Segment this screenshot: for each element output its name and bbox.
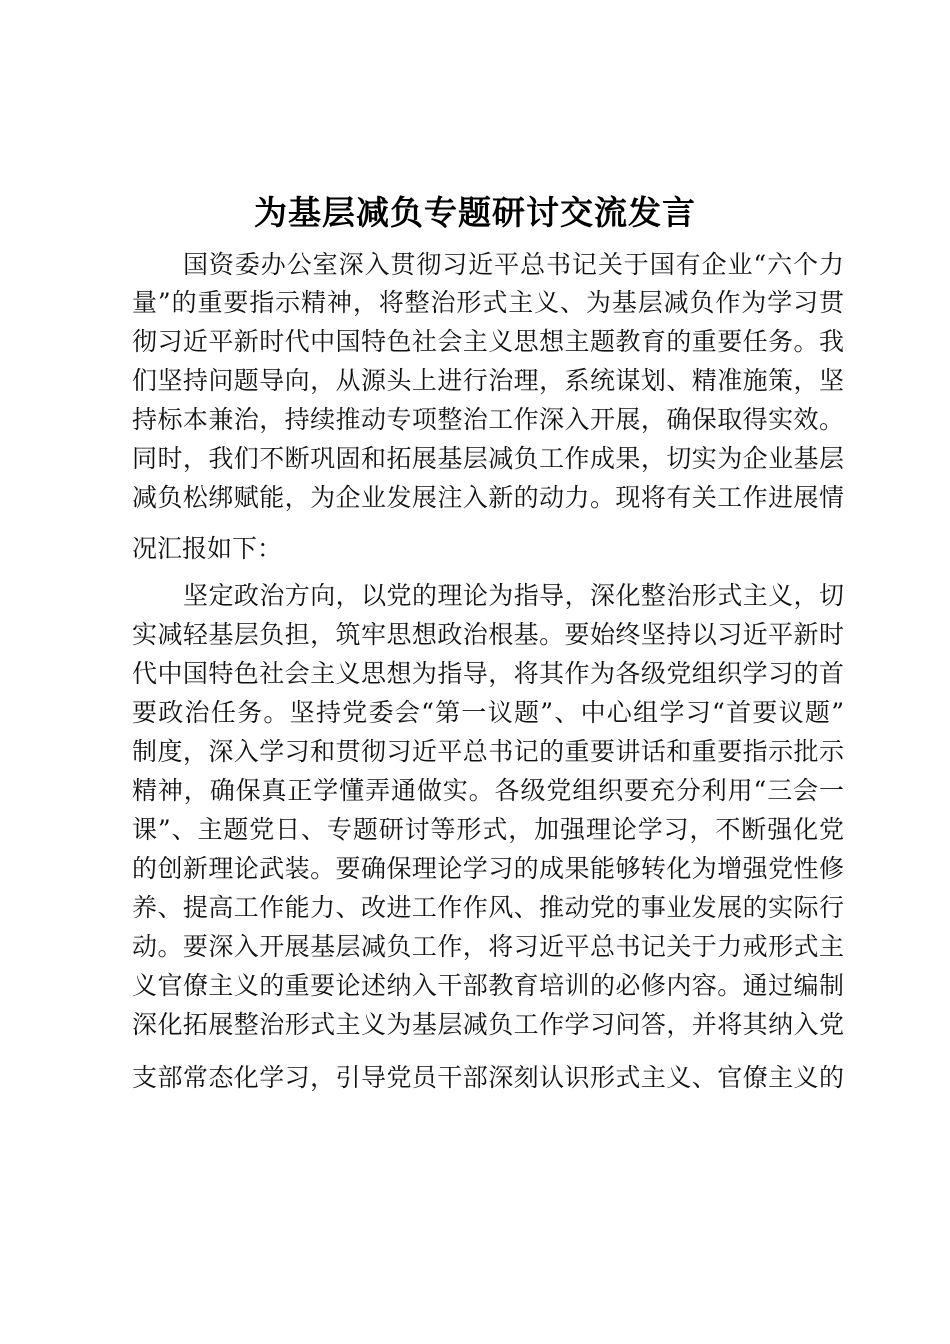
paragraph-1-line: 们坚持问题导向，从源头上进行治理，系统谋划、精准施策，坚 <box>132 366 844 395</box>
paragraph-1-line: 彻习近平新时代中国特色社会主义思想主题教育的重要任务。我 <box>132 327 844 356</box>
paragraph-2-line: 深化拓展整治形式主义为基层减负工作学习问答，并将其纳入党 <box>132 1010 844 1039</box>
paragraph-2-line: 坚定政治方向，以党的理论为指导，深化整治形式主义，切 <box>183 581 844 610</box>
paragraph-2-line: 实减轻基层负担，筑牢思想政治根基。要始终坚持以习近平新时 <box>132 620 844 649</box>
paragraph-2-line: 义官僚主义的重要论述纳入干部教育培训的必修内容。通过编制 <box>132 971 844 1000</box>
paragraph-2-line: 精神，确保真正学懂弄通做实。各级党组织要充分利用“三会一 <box>132 776 844 805</box>
paragraph-1-line: 持标本兼治，持续推动专项整治工作深入开展，确保取得实效。 <box>132 405 844 434</box>
paragraph-2-line: 养、提高工作能力、改进工作作风、推动党的事业发展的实际行 <box>132 893 844 922</box>
document-title: 为基层减负专题研讨交流发言 <box>254 193 696 232</box>
paragraph-2-line: 代中国特色社会主义思想为指导，将其作为各级党组织学习的首 <box>132 659 844 688</box>
paragraph-2-line: 制度，深入学习和贯彻习近平总书记的重要讲话和重要指示批示 <box>132 737 844 766</box>
paragraph-2-line: 课”、主题党日、专题研讨等形式，加强理论学习，不断强化党 <box>132 815 844 844</box>
paragraph-1-line: 况汇报如下： <box>132 534 283 563</box>
paragraph-1-line: 同时，我们不断巩固和拓展基层减负工作成果，切实为企业基层 <box>132 444 844 473</box>
paragraph-1-line: 国资委办公室深入贯彻习近平总书记关于国有企业“六个力 <box>183 250 844 279</box>
paragraph-2-line: 动。要深入开展基层减负工作，将习近平总书记关于力戒形式主 <box>132 932 844 961</box>
paragraph-2-line: 要政治任务。坚持党委会“第一议题”、中心组学习“首要议题” <box>132 698 844 727</box>
paragraph-2-line: 的创新理论武装。要确保理论学习的成果能够转化为增强党性修 <box>132 854 844 883</box>
paragraph-1-line: 量”的重要指示精神，将整治形式主义、为基层减负作为学习贯 <box>132 288 844 317</box>
paragraph-2-line: 支部常态化学习，引导党员干部深刻认识形式主义、官僚主义的 <box>132 1063 844 1092</box>
paragraph-1-line: 减负松绑赋能，为企业发展注入新的动力。现将有关工作进展情 <box>132 483 844 512</box>
